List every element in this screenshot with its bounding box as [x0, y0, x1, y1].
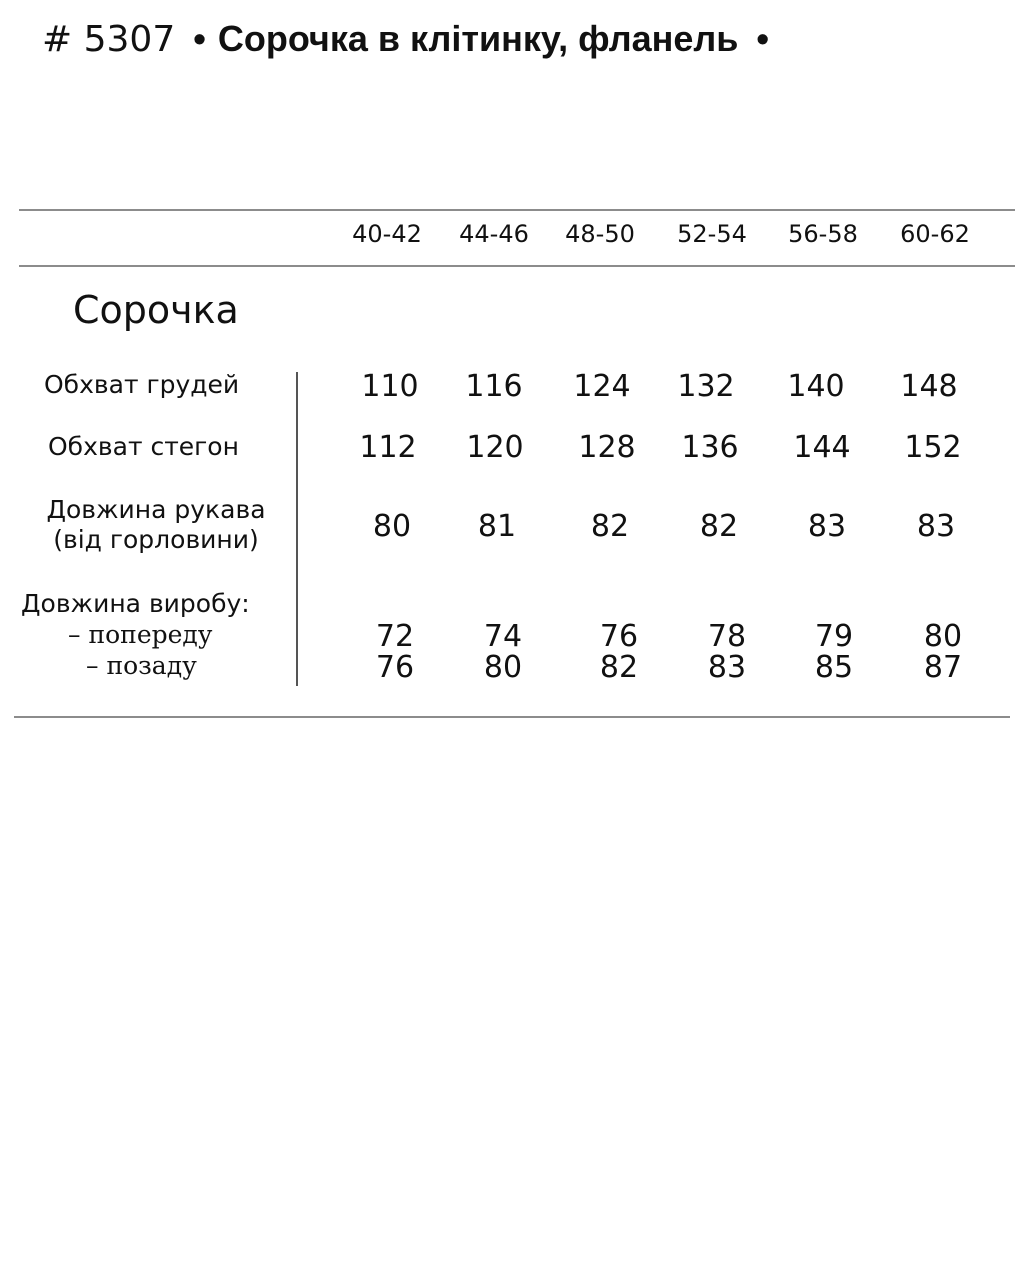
sleeve-label-line1: Довжина рукава	[46, 495, 266, 524]
length-front-label: – попереду	[68, 620, 213, 649]
hips-value: 136	[681, 430, 739, 465]
hips-value: 144	[793, 430, 851, 465]
size-header-60-62: 60-62	[900, 220, 970, 248]
chest-value: 116	[465, 369, 523, 404]
chest-value: 148	[900, 369, 958, 404]
row-label-chest: Обхват грудей	[44, 370, 240, 399]
chest-value: 110	[361, 369, 419, 404]
row-label-sleeve	[30, 495, 282, 555]
length-back-value: 85	[814, 650, 854, 685]
table-bottom-rule	[14, 716, 1010, 718]
row-label-hips: Обхват стегон	[48, 432, 239, 461]
length-front-value: 78	[707, 619, 747, 654]
sleeve-value: 83	[807, 509, 847, 544]
sleeve-value: 82	[699, 509, 739, 544]
hips-value: 112	[359, 430, 417, 465]
size-header-52-54: 52-54	[677, 220, 747, 248]
chest-value: 132	[677, 369, 735, 404]
length-back-value: 80	[483, 650, 523, 685]
length-back-label: – позаду	[86, 651, 197, 680]
length-back-value: 76	[375, 650, 415, 685]
length-back-value: 82	[599, 650, 639, 685]
label-column-divider	[296, 372, 298, 686]
hips-value: 152	[904, 430, 962, 465]
size-header-40-42: 40-42	[352, 220, 422, 248]
size-header-56-58: 56-58	[788, 220, 858, 248]
product-code: # 5307	[42, 19, 176, 60]
length-front-value: 76	[599, 619, 639, 654]
length-front-value: 80	[923, 619, 963, 654]
table-top-rule	[19, 209, 1015, 211]
hips-value: 128	[578, 430, 636, 465]
length-back-value: 87	[923, 650, 963, 685]
sleeve-value: 83	[916, 509, 956, 544]
length-front-value: 74	[483, 619, 523, 654]
sleeve-value: 80	[372, 509, 412, 544]
sleeve-value: 81	[477, 509, 517, 544]
section-title: Сорочка	[73, 288, 239, 332]
hips-value: 120	[466, 430, 524, 465]
length-front-value: 79	[814, 619, 854, 654]
page-header	[42, 16, 769, 63]
bullet-separator-end: •	[756, 18, 770, 59]
chest-value: 124	[573, 369, 631, 404]
size-header-44-46: 44-46	[459, 220, 529, 248]
size-header-rule	[19, 265, 1015, 267]
length-back-value: 83	[707, 650, 747, 685]
sleeve-value: 82	[590, 509, 630, 544]
row-label-length: Довжина виробу:	[21, 589, 250, 618]
length-front-value: 72	[375, 619, 415, 654]
product-title: Сорочка в клітинку, фланель	[217, 18, 739, 59]
sleeve-label-line2: (від горловини)	[53, 525, 259, 554]
bullet-separator: •	[193, 18, 206, 59]
size-header-48-50: 48-50	[565, 220, 635, 248]
chest-value: 140	[787, 369, 845, 404]
